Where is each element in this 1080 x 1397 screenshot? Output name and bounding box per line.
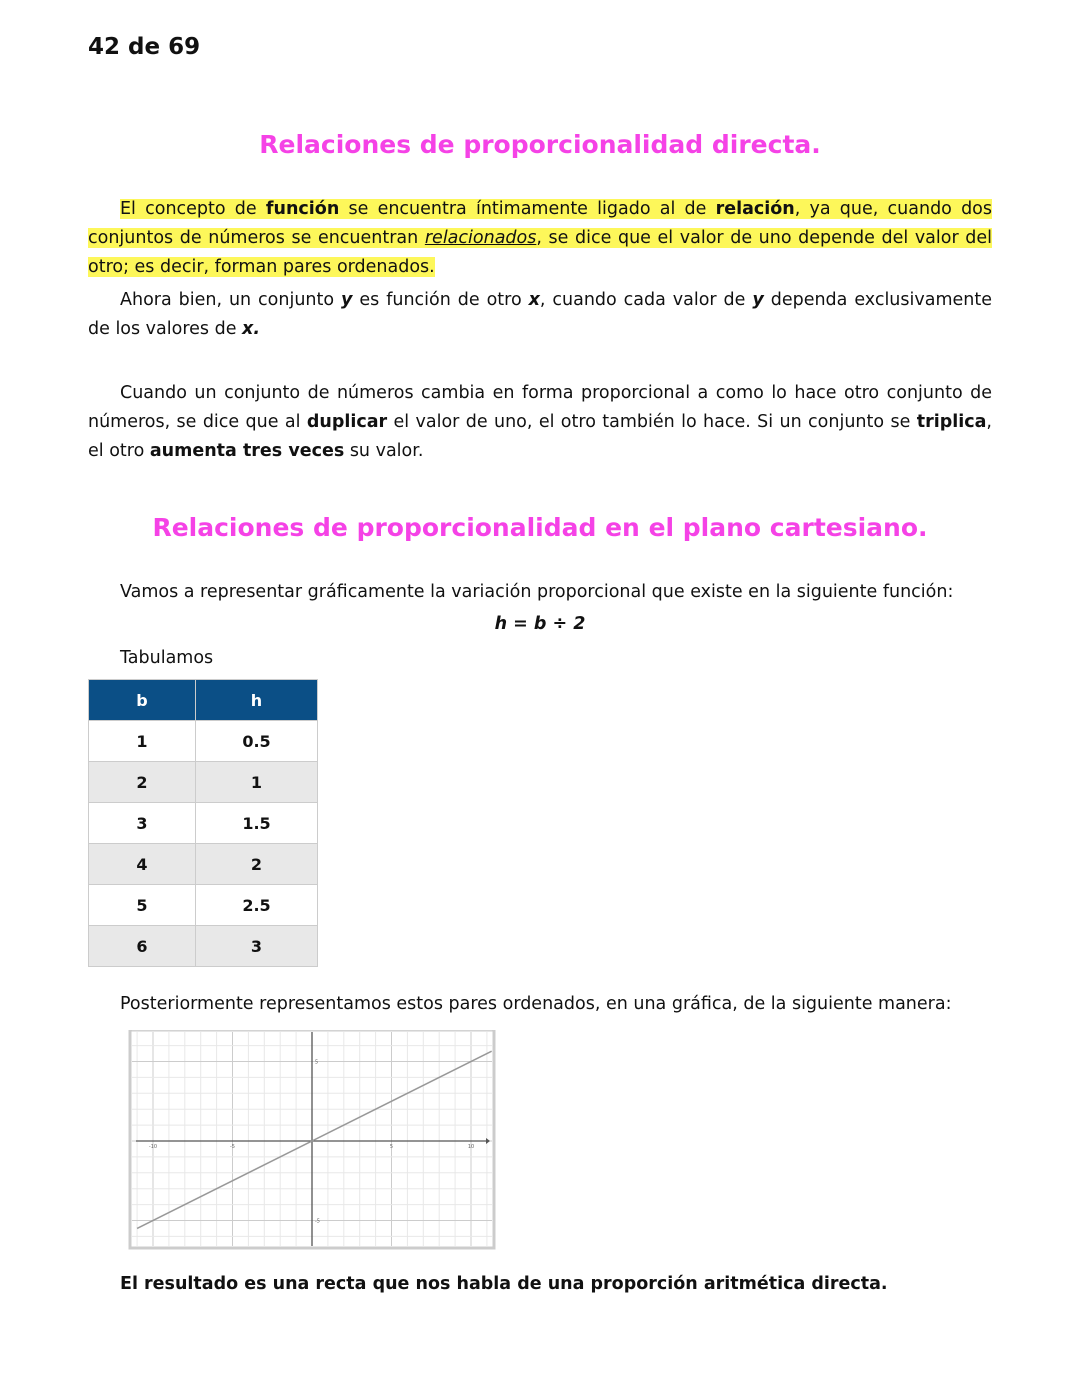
- conclusion: El resultado es una recta que nos habla de una proporción aritmética directa.: [120, 1274, 888, 1294]
- table-row: 4 2: [89, 844, 318, 885]
- x-tick-label: -10: [148, 1144, 158, 1150]
- x-tick-label: 10: [467, 1144, 475, 1150]
- formula: h = b ÷ 2: [494, 614, 586, 634]
- x-tick-label: 5: [389, 1144, 394, 1150]
- paragraph-intro: Vamos a representar gráficamente la variación proporcional que existe en la siguiente función:: [120, 582, 954, 602]
- table-row: 1 0.5: [89, 721, 318, 762]
- table-row: 2 1: [89, 762, 318, 803]
- table-row: 5 2.5: [89, 885, 318, 926]
- page-number: 42 de 69: [88, 34, 201, 60]
- x-tick-label: -5: [230, 1144, 235, 1150]
- paragraph-funcion: El concepto de función se encuentra íntimamente ligado al de relación, ya que, cuando dos conjuntos de números se encuentran relacionados, se dice que el valor de uno depende del valor del otro; es decir, forman pares ordenados.: [88, 199, 993, 277]
- section-title: Relaciones de proporcionalidad directa.: [259, 130, 821, 159]
- section-title-2: Relaciones de proporcionalidad en el plano cartesiano.: [152, 513, 928, 542]
- values-table: b h 1 0.5 2 1 3 1.5 4 2 5 2.5 6 3: [88, 679, 318, 967]
- y-tick-label: -5: [315, 1218, 320, 1225]
- cartesian-graph: [128, 1030, 496, 1250]
- table-row: 6 3: [89, 926, 318, 967]
- paragraph-grafica: Posteriormente representamos estos pares ordenados, en una gráfica, de la siguiente manera:: [120, 994, 952, 1014]
- label-tabulamos: Tabulamos: [120, 648, 214, 668]
- y-tick-label: 5: [315, 1059, 319, 1066]
- paragraph-definicion: Ahora bien, un conjunto y es función de otro x, cuando cada valor de y dependa exclusivamente de los valores de x.: [88, 290, 992, 339]
- paragraph-proporcional: Cuando un conjunto de números cambia en forma proporcional a como lo hace otro conjunto de números, se dice que al duplicar el valor de uno, el otro también lo hace. Si un conjunto se triplica, el otro aumenta tres veces su valor.: [88, 383, 992, 461]
- table-row: 3 1.5: [89, 803, 318, 844]
